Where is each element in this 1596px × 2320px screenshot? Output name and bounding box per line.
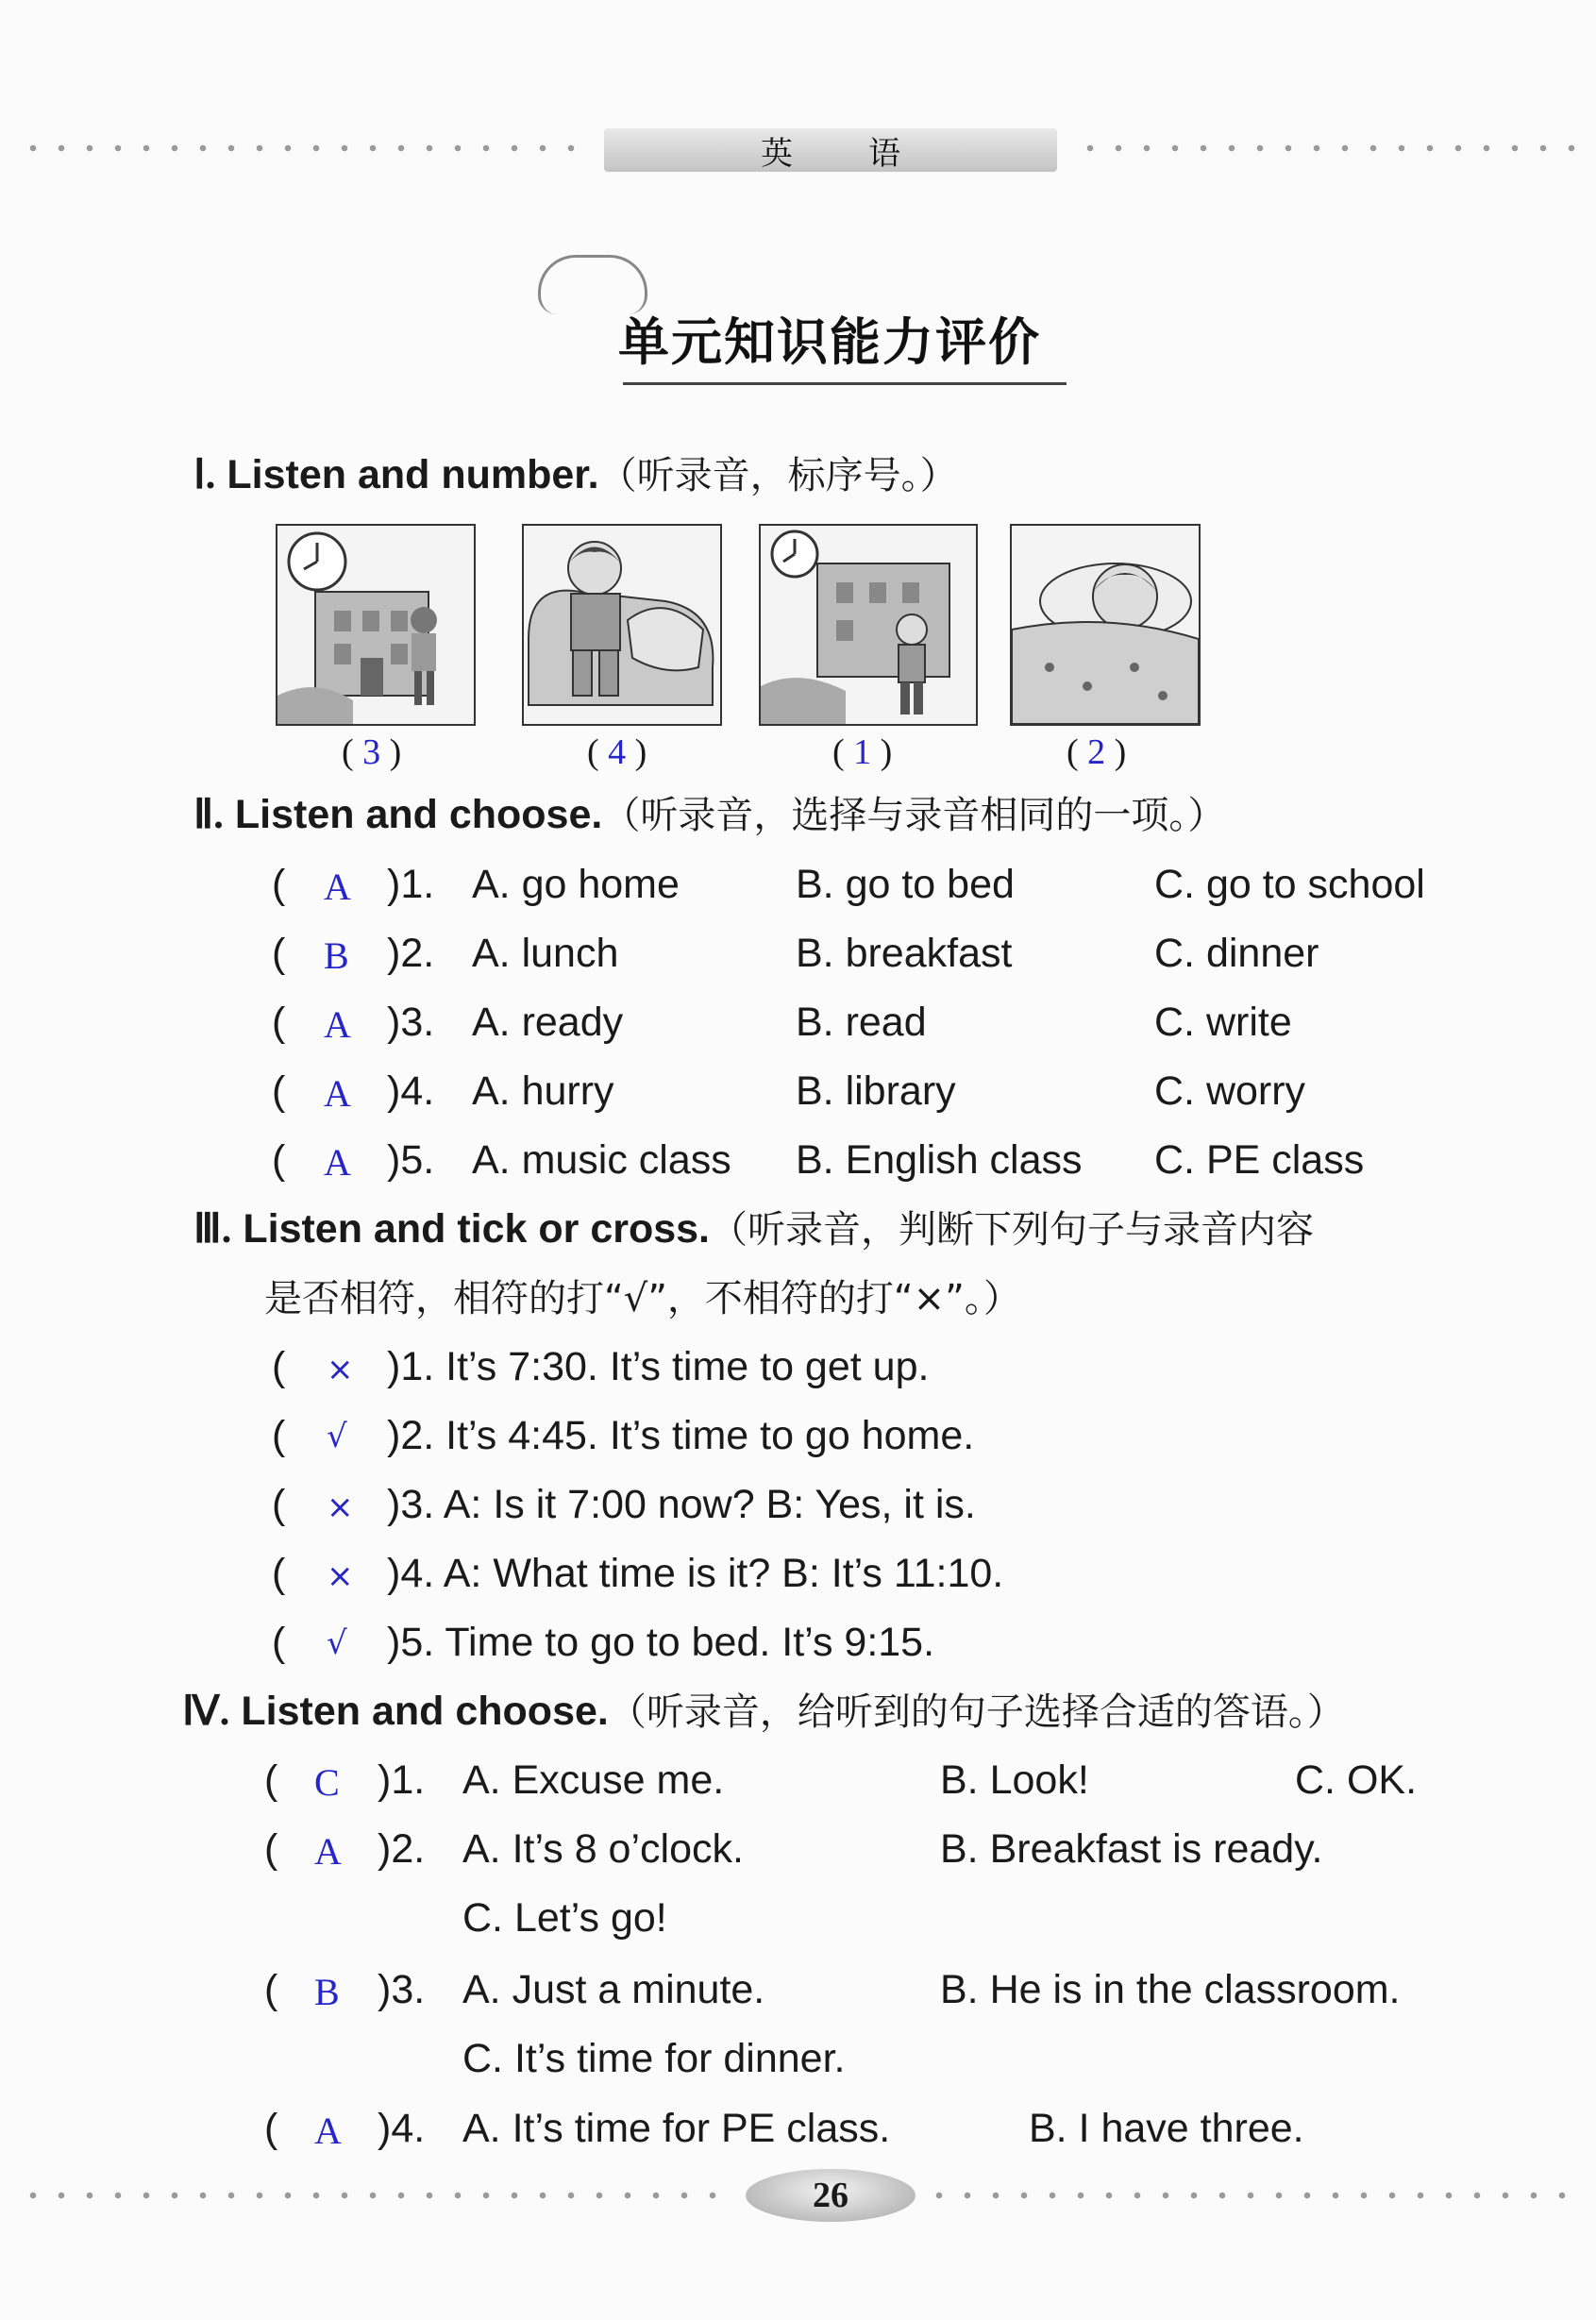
picture-sleeping (1010, 524, 1201, 726)
option-a: A. ready (472, 1000, 624, 1045)
paren: ( (272, 1344, 286, 1389)
paren: ( (272, 931, 286, 976)
picture-getting-up (522, 524, 722, 726)
page-number: 26 (746, 2169, 916, 2222)
option-b: B. breakfast (796, 931, 1013, 976)
answer: A (324, 1072, 351, 1115)
picture-label: ( 1 ) (832, 732, 893, 772)
item-number: )3. (387, 1000, 435, 1045)
answer: A (324, 866, 351, 908)
answer: 3 (362, 732, 381, 772)
title-underline (623, 382, 1067, 385)
option-b: B. English class (796, 1137, 1083, 1183)
section3-heading (193, 1206, 1315, 1252)
footer-dots-left (19, 2192, 736, 2199)
answer: B (324, 934, 349, 977)
subject-char: 语 (868, 134, 900, 173)
answer: 2 (1087, 732, 1106, 772)
item-number: )4. (387, 1068, 435, 1114)
paren: ( (272, 1137, 286, 1183)
section-instruction-cn: 是否相符，相符的打“√”，不相符的打“×”。） (264, 1277, 1021, 1320)
option-b: B. library (796, 1068, 956, 1114)
answer: × (327, 1557, 354, 1595)
option-a: A. It’s time for PE class. (462, 2106, 891, 2151)
section-instruction-cn: （听录音，标序号。） (598, 454, 958, 497)
section-instruction: Listen and tick or cross. (243, 1206, 711, 1252)
statement: )2. It’s 4:45. It’s time to go home. (387, 1413, 975, 1458)
answer: A (324, 1003, 351, 1046)
answer: A (324, 1141, 351, 1184)
picture-at-school (759, 524, 978, 726)
paren: ( (272, 1000, 286, 1045)
option-b: B. He is in the classroom. (940, 1967, 1401, 2012)
picture-label: ( 2 ) (1067, 732, 1127, 772)
option-c: C. It’s time for dinner. (462, 2036, 846, 2081)
paren: ( (272, 1551, 286, 1596)
option-a: A. hurry (472, 1068, 614, 1114)
option-a: A. Excuse me. (462, 1757, 725, 1803)
header-dots-left (19, 144, 585, 152)
option-a: A. lunch (472, 931, 619, 976)
page-title: 单元知识能力评价 (618, 312, 1041, 372)
statement: )3. A: Is it 7:00 now? B: Yes, it is. (387, 1482, 976, 1527)
section-instruction: Listen and number. (227, 452, 599, 497)
item-number: )5. (387, 1137, 435, 1183)
answer: A (314, 2110, 342, 2152)
section-number: Ⅲ. (193, 1207, 232, 1252)
item-number: )1. (378, 1757, 426, 1803)
option-c: C. go to school (1154, 862, 1425, 907)
answer: C (314, 1761, 340, 1804)
statement: )1. It’s 7:30. It’s time to get up. (387, 1344, 930, 1389)
answer: × (327, 1488, 354, 1526)
paren: ( (272, 1068, 286, 1114)
option-a: A. music class (472, 1137, 731, 1183)
picture-label: ( 3 ) (342, 732, 402, 772)
picture-label: ( 4 ) (587, 732, 647, 772)
answer: A (314, 1830, 342, 1873)
paren: ( (264, 2106, 278, 2151)
section-number: Ⅳ. (182, 1690, 230, 1734)
paren: ( (264, 1967, 278, 2012)
option-c: C. PE class (1154, 1137, 1365, 1183)
paren: ( (264, 1826, 278, 1872)
option-b: B. Look! (940, 1757, 1089, 1803)
statement: )5. Time to go to bed. It’s 9:15. (387, 1620, 935, 1665)
section2-heading (193, 792, 1226, 837)
option-b: B. read (796, 1000, 927, 1045)
section-instruction-cn: （听录音，选择与录音相同的一项。） (602, 794, 1226, 837)
section-instruction-cn: （听录音，判断下列句子与录音内容 (710, 1208, 1315, 1252)
paren: ( (272, 1620, 286, 1665)
option-a: A. It’s 8 o’clock. (462, 1826, 744, 1872)
paren: ( (272, 1482, 286, 1527)
option-b: B. go to bed (796, 862, 1015, 907)
section-instruction: Listen and choose. (234, 792, 603, 837)
answer: √ (327, 1624, 347, 1662)
option-c: C. dinner (1154, 931, 1319, 976)
section4-heading (182, 1691, 1345, 1732)
option-b: B. I have three. (1029, 2106, 1304, 2151)
option-a: A. Just a minute. (462, 1967, 765, 2012)
section3-heading-cont (264, 1278, 1021, 1319)
option-c: C. write (1154, 1000, 1292, 1045)
header-dots-right (1076, 144, 1586, 152)
item-number: )2. (378, 1826, 426, 1872)
section-number: Ⅱ. (193, 793, 224, 837)
answer: 1 (853, 732, 872, 772)
option-c: C. OK. (1295, 1757, 1418, 1803)
item-number: )1. (387, 862, 435, 907)
option-c: C. Let’s go! (462, 1895, 667, 1941)
footer-dots-right (925, 2192, 1586, 2199)
item-number: )2. (387, 931, 435, 976)
section-instruction: Listen and choose. (241, 1689, 609, 1734)
statement: )4. A: What time is it? B: It’s 11:10. (387, 1551, 1004, 1596)
option-c: C. worry (1154, 1068, 1306, 1114)
option-a: A. go home (472, 862, 680, 907)
answer: B (314, 1971, 340, 2013)
item-number: )3. (378, 1967, 426, 2012)
section-instruction-cn: （听录音，给听到的句子选择合适的答语。） (608, 1690, 1345, 1734)
answer: 4 (608, 732, 627, 772)
subject-char: 英 (761, 134, 793, 173)
answer: × (327, 1351, 354, 1388)
subject-tab (604, 128, 1057, 172)
item-number: )4. (378, 2106, 426, 2151)
paren: ( (272, 1413, 286, 1458)
section-number: Ⅰ. (193, 453, 216, 497)
section1-heading (193, 452, 958, 497)
paren: ( (264, 1757, 278, 1803)
paren: ( (272, 862, 286, 907)
picture-going-to-school (276, 524, 476, 726)
answer: √ (327, 1418, 347, 1455)
option-b: B. Breakfast is ready. (940, 1826, 1323, 1872)
